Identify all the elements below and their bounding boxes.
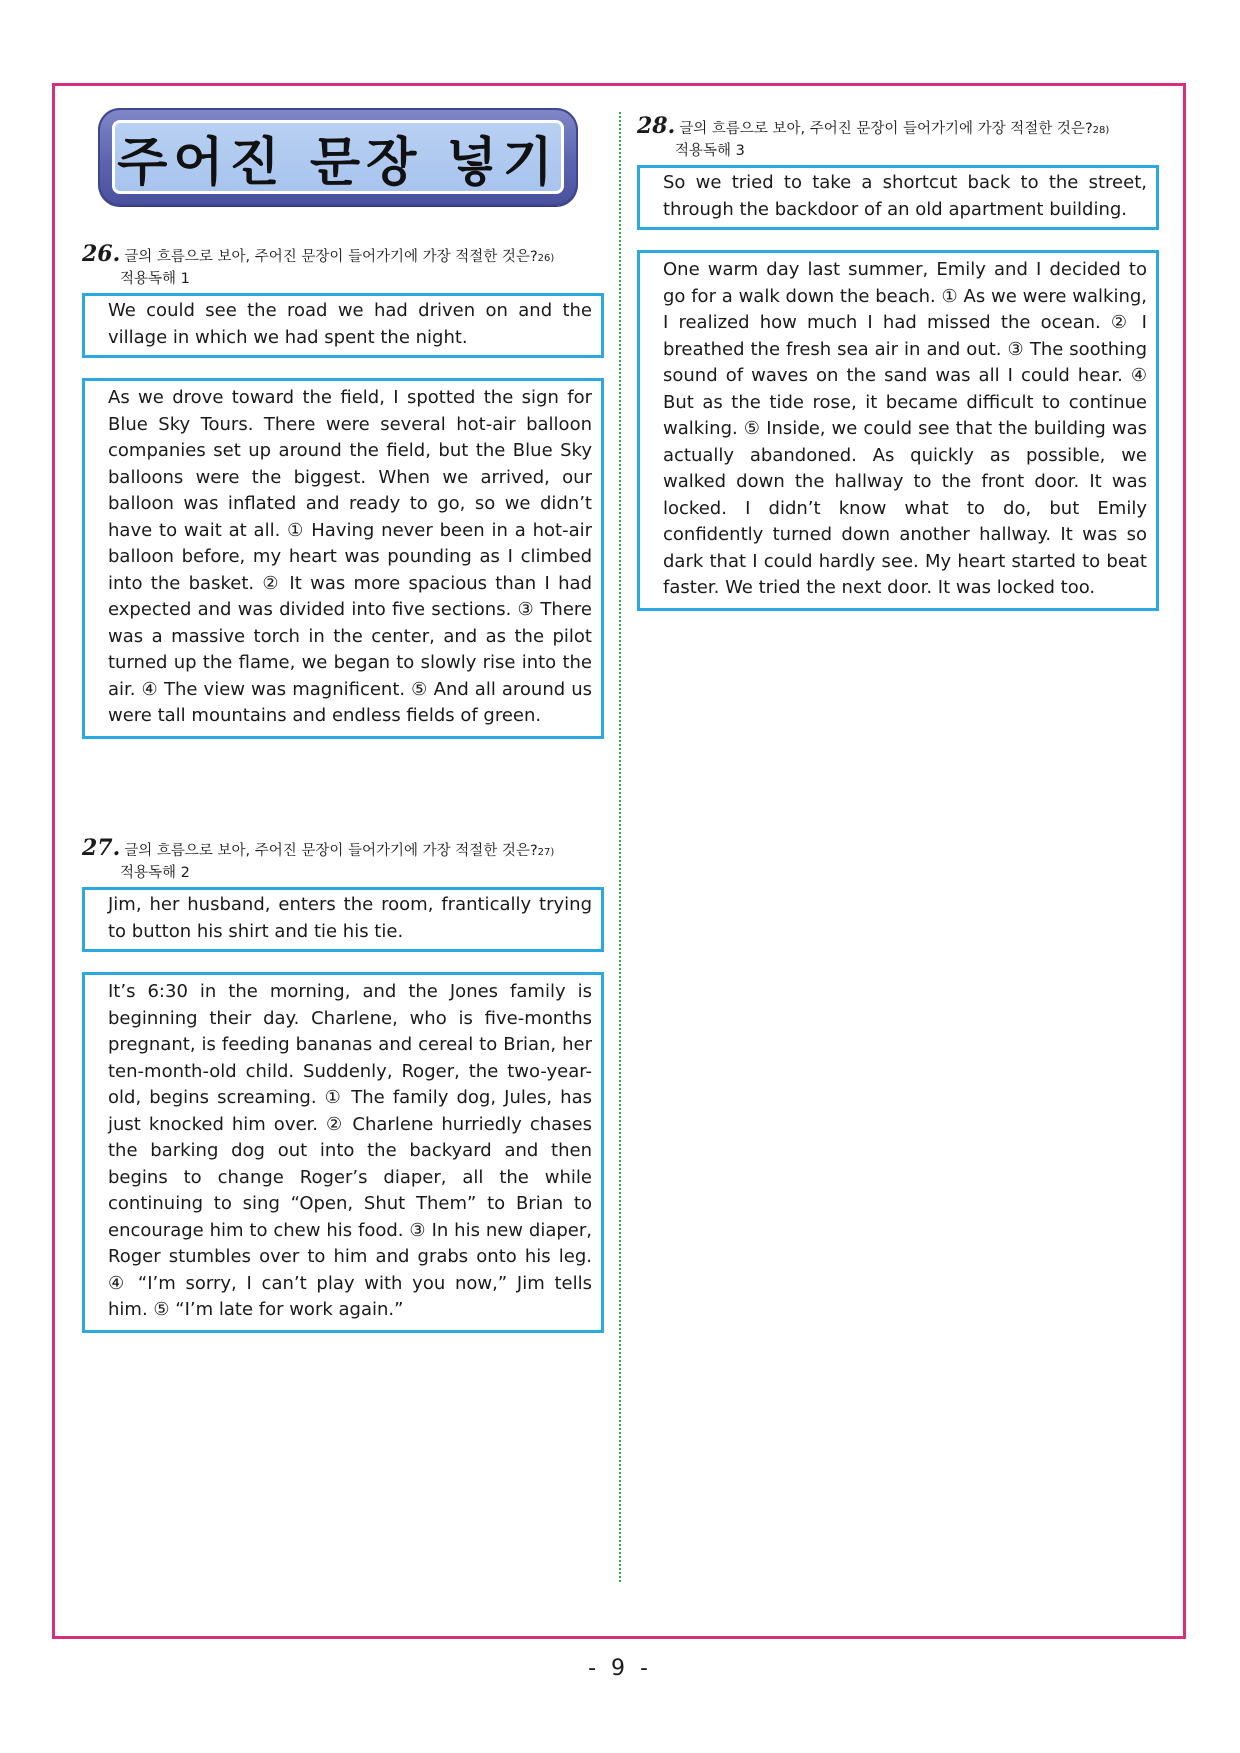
question-number: 28.: [637, 113, 676, 139]
question-number: 26.: [82, 241, 121, 267]
question-source: 적용독해 3: [675, 143, 745, 159]
given-sentence-box: [82, 293, 604, 358]
question-prompt: 글의 흐름으로 보아, 주어진 문장이 들어가기에 가장 적절한 것은?: [124, 249, 538, 265]
given-sentence: Jim, her husband, enters the room, frantically trying to button his shirt and tie his tie.: [108, 894, 592, 942]
passage-box: [82, 378, 604, 739]
question-prompt: 글의 흐름으로 보아, 주어진 문장이 들어가기에 가장 적절한 것은?: [679, 121, 1093, 137]
question-source: 적용독해 2: [120, 865, 190, 881]
section-title-plate: [112, 120, 564, 194]
question-27: [82, 835, 604, 1333]
passage-box: [82, 972, 604, 1333]
question-prompt: 글의 흐름으로 보아, 주어진 문장이 들어가기에 가장 적절한 것은?: [124, 843, 538, 859]
footnote-marker: 26): [537, 253, 555, 264]
given-sentence-box: [82, 887, 604, 952]
footnote-marker: 28): [1092, 125, 1110, 136]
question-header: [637, 113, 1159, 141]
page-number: - 9 -: [588, 1656, 652, 1681]
passage-text: One warm day last summer, Emily and I decided to go for a walk down the beach. ① As we were walking, I realized how much I had missed the ocean. ② I breathed the fresh sea air in and out. ③ The soothing sound of waves on the sand was all I could hear. ④ But as the tide rose, it became difficult to continue walking. ⑤ Inside, we could see that the building was actually abandoned. As quickly as possible, we walked down the hallway to the front door. It was locked. I didn’t know what to do, but Emily confidently turned down another hallway. It was so dark that I could hardly see. My heart started to beat faster. We tried the next door. It was locked too.: [663, 259, 1147, 598]
given-sentence: So we tried to take a shortcut back to the street, through the backdoor of an old apartment building.: [663, 172, 1147, 220]
footnote-marker: 27): [537, 847, 555, 858]
section-title-banner: [98, 108, 578, 206]
question-number: 27.: [82, 835, 121, 861]
question-header: [82, 835, 604, 863]
given-sentence: We could see the road we had driven on and the village in which we had spent the night.: [108, 300, 592, 348]
passage-text: It’s 6:30 in the morning, and the Jones family is beginning their day. Charlene, who is five-months pregnant, is feeding bananas and cereal to Brian, her ten-month-old child. Suddenly, Roger, the two-year-old, begins screaming. ① The family dog, Jules, has just knocked him over. ② Charlene hurriedly chases the barking dog out into the backyard and then begins to change Roger’s diaper, all the while continuing to sing “Open, Shut Them” to Brian to encourage him to chew his food. ③ In his new diaper, Roger stumbles over to him and grabs onto his leg. ④ “I’m sorry, I can’t play with you now,” Jim tells him. ⑤ “I’m late for work again.”: [108, 981, 592, 1320]
question-28: [637, 113, 1159, 611]
question-source: 적용독해 1: [120, 271, 190, 287]
question-26: [82, 241, 604, 739]
passage-box: [637, 250, 1159, 611]
question-header: [82, 241, 604, 269]
given-sentence-box: [637, 165, 1159, 230]
column-divider: [619, 112, 621, 1582]
section-title: 주어진 문장 넣기: [117, 132, 559, 193]
passage-text: As we drove toward the field, I spotted the sign for Blue Sky Tours. There were several hot-air balloon companies set up around the field, but the Blue Sky balloons were the biggest. When we arrived, our balloon was inflated and ready to go, so we didn’t have to wait at all. ① Having never been in a hot-air balloon before, my heart was pounding as I climbed into the basket. ② It was more spacious than I had expected and was divided into five sections. ③ There was a massive torch in the center, and as the pilot turned up the flame, we began to slowly rise into the air. ④ The view was magnificent. ⑤ And all around us were tall mountains and endless fields of green.: [108, 387, 592, 726]
